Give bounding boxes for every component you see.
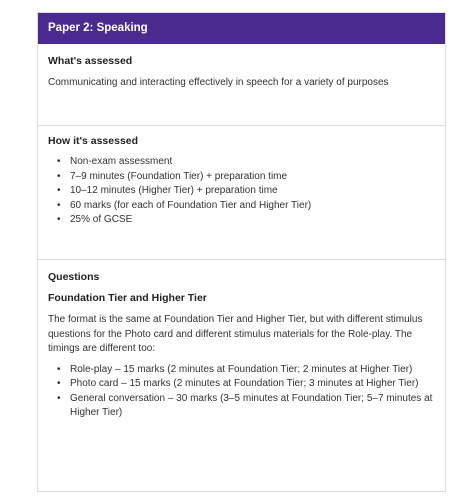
how-assessed-heading: How it's assessed — [48, 135, 139, 147]
questions-text: The format is the same at Foundation Tier and Higher Tier, but with different stimulus questions for the Photo card and different stimulus materials for the Role-play. The timings are different too: — [48, 314, 423, 354]
questions-section — [38, 260, 445, 421]
paper-card — [37, 12, 446, 492]
list-item: • 7–9 minutes (Foundation Tier) + preparation time — [48, 170, 435, 185]
paper-title: Paper 2: Speaking — [38, 13, 445, 44]
list-item: • 60 marks (for each of Foundation Tier and Higher Tier) — [48, 199, 435, 214]
questions-list — [48, 363, 435, 421]
bullet-icon: • — [57, 170, 61, 182]
questions-heading: Questions — [48, 271, 100, 283]
whats-assessed-section — [38, 44, 445, 126]
how-assessed-list — [48, 155, 435, 228]
list-item: • Photo card – 15 marks (2 minutes at Foundation Tier; 3 minutes at Higher Tier) — [48, 377, 435, 392]
how-assessed-section — [38, 126, 445, 260]
tier-subheading: Foundation Tier and Higher Tier — [48, 292, 207, 304]
bullet-icon: • — [57, 199, 61, 211]
list-item: • 10–12 minutes (Higher Tier) + preparation time — [48, 184, 435, 199]
list-item: • Non-exam assessment — [48, 155, 435, 170]
bullet-icon: • — [57, 185, 61, 196]
list-item: • General conversation – 30 marks (3–5 minutes at Foundation Tier; 5–7 minutes at Higher Tier) — [57, 392, 433, 418]
bullet-icon: • — [57, 392, 61, 404]
whats-assessed-heading: What's assessed — [48, 55, 133, 67]
bullet-icon: • — [57, 378, 61, 389]
list-item: • Role-play – 15 marks (2 minutes at Foundation Tier; 2 minutes at Higher Tier) — [48, 363, 435, 378]
bullet-icon: • — [57, 214, 61, 225]
whats-assessed-text: Communicating and interacting effectively in speech for a variety of purposes — [48, 77, 389, 88]
bullet-icon: • — [57, 363, 61, 375]
list-item: • 25% of GCSE — [48, 213, 435, 228]
bullet-icon: • — [57, 156, 61, 167]
